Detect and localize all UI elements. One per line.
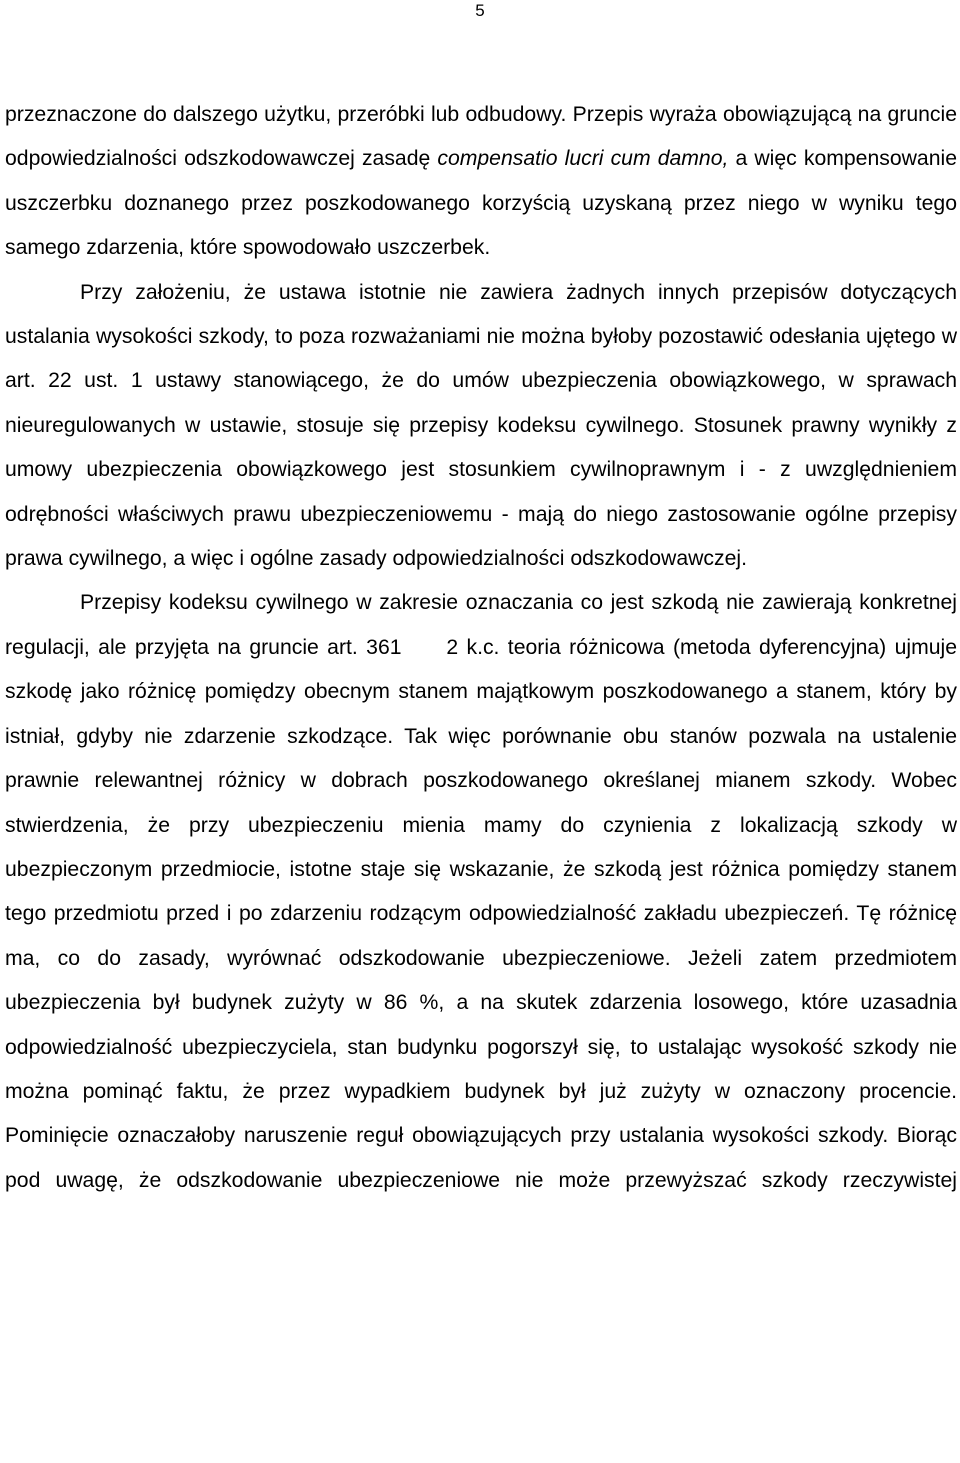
latin-phrase: compensatio lucri cum damno, <box>437 147 729 171</box>
paragraph-1-intro: przeznaczone do dalszego użytku, przeróbki lub odbudowy. Przepis wyraża obowiązującą na gruncie odpowiedzialności odszkodowawczej zasadę <box>5 103 957 171</box>
paragraph-1-rest: a więc kompensowanie uszczerbku doznanego przez poszkodowanego korzyścią uzyskaną przez niego w wyniku tego samego zdarzenia, które spowodowało uszczerbek. <box>5 147 957 260</box>
paragraph-3 <box>5 581 957 1203</box>
page-number: 5 <box>475 1 485 20</box>
document-body <box>5 93 957 1203</box>
paragraph-3-after: 2 k.c. teoria różnicowa (metoda dyferencyjna) ujmuje szkodę jako różnicę pomiędzy obecnym stanem majątkowym poszkodowanego a stanem, który by istniał, gdyby nie zdarzenie szkodzące. Tak więc porównanie obu stanów pozwala na ustalenie prawnie relewantnej różnicy w dobrach poszkodowanego określanej mianem szkody. Wobec stwierdzenia, że przy ubezpieczeniu mienia mamy do czynienia z lokalizacją szkody w ubezpieczonym przedmiocie, istotne staje się wskazanie, że szkodą jest różnica pomiędzy stanem tego przedmiotu przed i po zdarzeniu rodzącym odpowiedzialność zakładu ubezpieczeń. Tę różnicę ma, co do zasady, wyrównać odszkodowanie ubezpieczeniowe. Jeżeli zatem przedmiotem ubezpieczenia był budynek zużyty w 86 %, a na skutek zdarzenia losowego, które uzasadnia odpowiedzialność ubezpieczyciela, stan budynku pogorszył się, to ustalając wysokość szkody nie można pominąć faktu, że przez wypadkiem budynek był już zużyty w oznaczony procencie. Pominięcie oznaczałoby naruszenie reguł obowiązujących przy ustalania wysokości szkody. Biorąc pod uwagę, że odszkodowanie ubezpieczeniowe nie może przewyższać szkody rzeczywistej <box>5 635 958 1192</box>
paragraph-2: Przy założeniu, że ustawa istotnie nie zawiera żadnych innych przepisów dotyczących ustalania wysokości szkody, to poza rozważaniami nie można byłoby pozostawić odesłania ujętego w art. 22 ust. 1 ustawy stanowiącego, że do umów ubezpieczenia obowiązkowego, w sprawach nieuregulowanych w ustawie, stosuje się przepisy kodeksu cywilnego. Stosunek prawny wynikły z umowy ubezpieczenia obowiązkowego jest stosunkiem cywilnoprawnym i - z uwzględnieniem odrębności właściwych prawu ubezpieczeniowemu - mają do niego zastosowanie ogólne przepisy prawa cywilnego, a więc i ogólne zasady odpowiedzialności odszkodowawczej. <box>5 280 957 571</box>
paragraph-3-before: Przepisy kodeksu cywilnego w zakresie oznaczania co jest szkodą nie zawierają konkretnej regulacji, ale przyjęta na gruncie art. 361 <box>5 591 957 659</box>
paragraph-1 <box>5 93 957 271</box>
